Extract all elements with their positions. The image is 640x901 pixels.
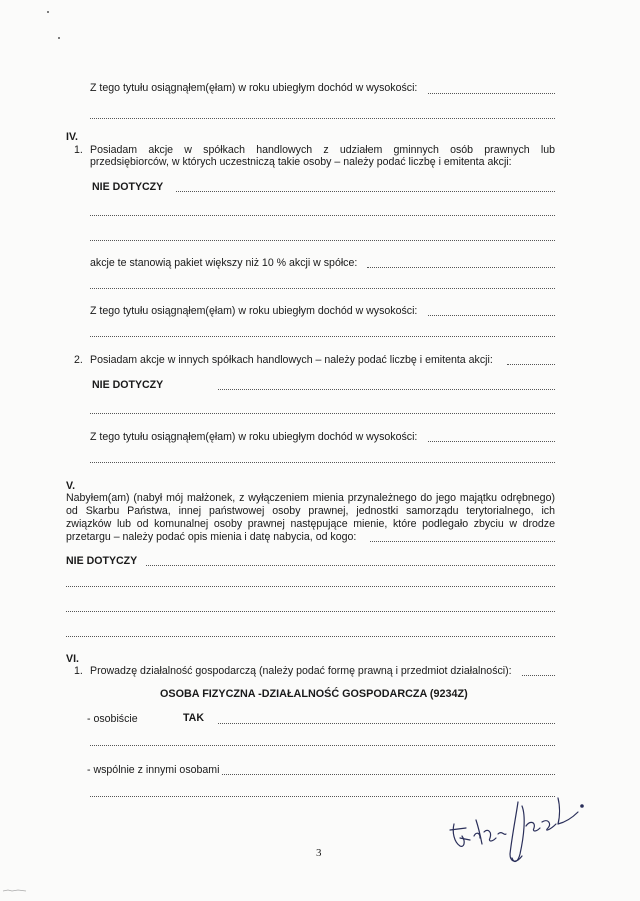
section-iv-answer1: NIE DOTYCZY bbox=[92, 181, 164, 193]
income-label: Z tego tytułu osiągnąłem(ęłam) w roku ubiegłym dochód w wysokości: bbox=[90, 431, 418, 443]
section-v-line2: od Skarbu Państwa, innej państwowej osoby prawnej, jednostki samorządu terytorialnego, ich bbox=[66, 505, 555, 517]
section-vi-heading: VI. bbox=[66, 653, 79, 665]
dotted-fill bbox=[367, 267, 555, 268]
item-number: 2. bbox=[74, 354, 83, 366]
section-v-heading: V. bbox=[66, 480, 76, 492]
section-v-line1: Nabyłem(am) (nabył mój małżonek, z wyłączeniem mienia przynależnego do jego majątku odrębnego) bbox=[66, 492, 555, 504]
income-label: Z tego tytułu osiągnąłem(ęłam) w roku ubiegłym dochód w wysokości: bbox=[90, 305, 418, 317]
dotted-fill bbox=[146, 565, 555, 566]
dotted-fill bbox=[428, 315, 555, 316]
dotted-fill bbox=[66, 586, 555, 587]
scan-mark bbox=[2, 886, 28, 894]
income-label: Z tego tytułu osiągnąłem(ęłam) w roku ubiegłym dochód w wysokości: bbox=[90, 82, 418, 94]
scan-speck bbox=[58, 37, 60, 39]
dotted-fill bbox=[90, 462, 555, 463]
dotted-fill bbox=[176, 191, 555, 192]
item-number: 1. bbox=[74, 144, 83, 156]
shares-percent-label: akcje te stanowią pakiet większy niż 10 % akcji w spółce: bbox=[90, 257, 358, 269]
business-form: OSOBA FIZYCZNA -DZIAŁALNOŚĆ GOSPODARCZA (9234Z) bbox=[160, 688, 468, 700]
dotted-fill bbox=[507, 364, 555, 365]
dotted-fill bbox=[90, 240, 555, 241]
section-iv-item1-line1: Posiadam akcje w spółkach handlowych z udziałem gminnych osób prawnych lub bbox=[90, 144, 555, 156]
scan-speck bbox=[47, 11, 49, 13]
dotted-fill bbox=[218, 389, 555, 390]
dotted-fill bbox=[66, 636, 555, 637]
dotted-fill bbox=[90, 745, 555, 746]
section-vi-item1-text: Prowadzę działalność gospodarczą (należy podać formę prawną i przedmiot działalności): bbox=[90, 665, 512, 677]
page-number: 3 bbox=[316, 847, 322, 859]
dotted-fill bbox=[370, 541, 555, 542]
dotted-fill bbox=[428, 93, 555, 94]
dotted-fill bbox=[218, 723, 555, 724]
handwritten-signature bbox=[440, 776, 590, 871]
dotted-fill bbox=[428, 441, 555, 442]
section-iv-item2-text: Posiadam akcje w innych spółkach handlowych – należy podać liczbę i emitenta akcji: bbox=[90, 354, 493, 366]
dotted-fill bbox=[66, 611, 555, 612]
section-iv-answer2: NIE DOTYCZY bbox=[92, 379, 164, 391]
dotted-fill bbox=[90, 215, 555, 216]
jointly-label: - wspólnie z innymi osobami bbox=[87, 764, 220, 776]
personally-value: TAK bbox=[183, 712, 204, 724]
dotted-fill bbox=[90, 288, 555, 289]
dotted-fill bbox=[90, 413, 555, 414]
section-iv-item1-line2: przedsiębiorców, w których uczestniczą takie osoby – należy podać liczbę i emitenta akcji: bbox=[90, 156, 512, 168]
dotted-fill bbox=[522, 675, 555, 676]
dotted-fill bbox=[90, 336, 555, 337]
personally-label: - osobiście bbox=[87, 713, 138, 725]
section-v-answer: NIE DOTYCZY bbox=[66, 555, 138, 567]
dotted-fill bbox=[90, 118, 555, 119]
section-iv-heading: IV. bbox=[66, 131, 78, 143]
section-v-line3: związków lub od komunalnej osoby prawnej następujące mienie, które podlegało zbyciu w drodze bbox=[66, 518, 555, 530]
item-number: 1. bbox=[74, 665, 83, 677]
section-v-line4: przetargu – należy podać opis mienia i datę nabycia, od kogo: bbox=[66, 531, 357, 543]
dotted-fill bbox=[222, 774, 555, 775]
